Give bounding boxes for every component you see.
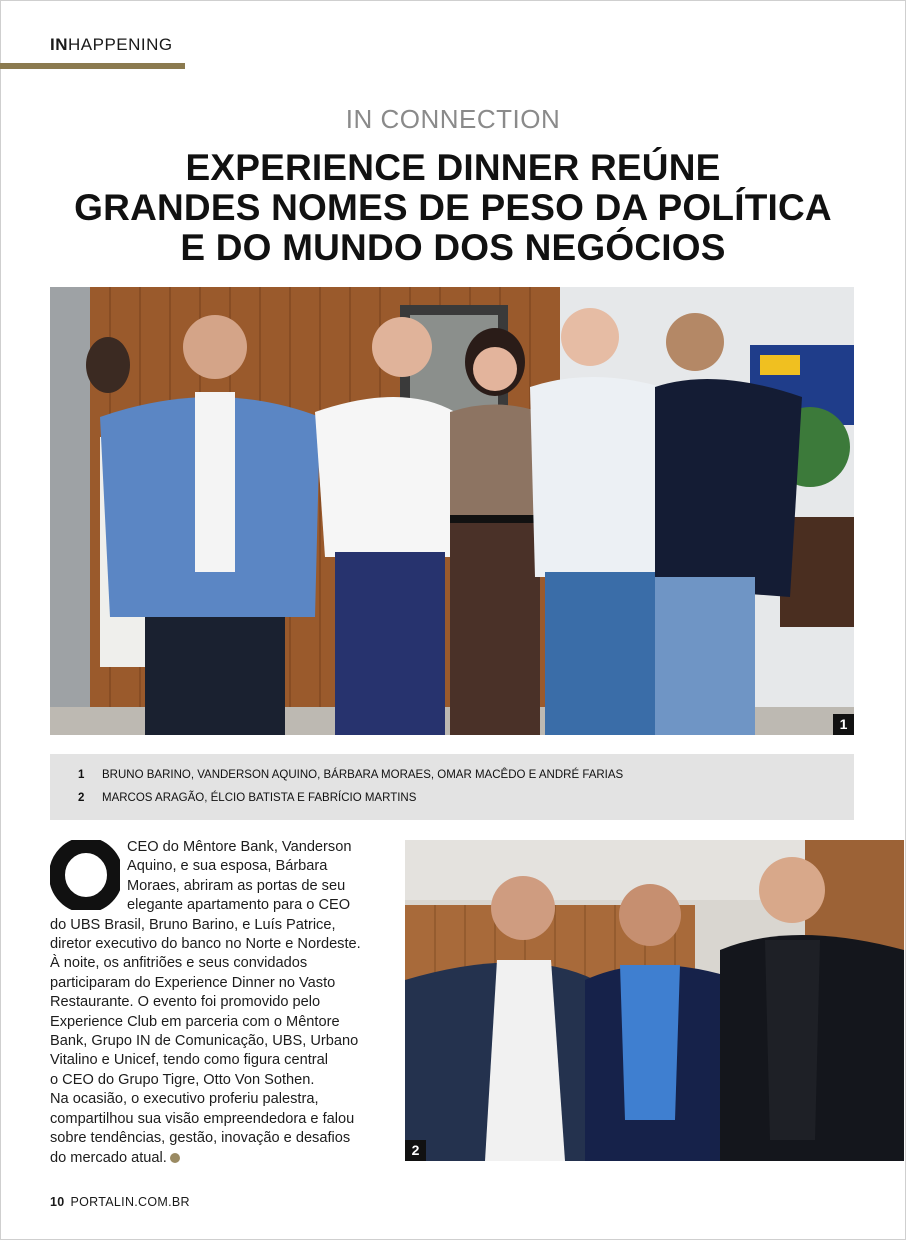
caption-text: BRUNO BARINO, VANDERSON AQUINO, BÁRBARA MORAES, OMAR MACÊDO E ANDRÉ FARIAS xyxy=(102,769,624,781)
article-line: Experience Club em parceria com o Mêntore xyxy=(50,1013,340,1030)
headline-line: GRANDES NOMES DE PESO DA POLÍTICA xyxy=(74,187,832,228)
article-body xyxy=(50,838,386,1168)
article-last-line xyxy=(50,1149,386,1168)
page-number: 10 xyxy=(50,1195,65,1209)
photo-2 xyxy=(405,840,904,1161)
article-line: Vitalino e Unicef, tendo como figura central xyxy=(50,1052,328,1069)
photo-2-illustration xyxy=(405,840,904,1161)
article-line: Moraes, abriram as portas de seu xyxy=(127,877,346,894)
article-line: do UBS Brasil, Bruno Barino, e Luís Patrice, xyxy=(50,916,336,933)
section-rule xyxy=(0,63,185,69)
photo-1-illustration xyxy=(50,287,854,735)
article-line: elegante apartamento para o CEO xyxy=(127,897,351,914)
article-line: Restaurante. O evento foi promovido pelo xyxy=(50,994,321,1011)
photo-2-number: 2 xyxy=(405,1140,426,1161)
article-line: compartilhou sua visão empreendedora e falou xyxy=(50,1110,355,1127)
headline xyxy=(20,148,886,268)
section-label-bold: IN xyxy=(50,35,68,54)
section-label xyxy=(50,35,173,55)
footer xyxy=(50,1195,190,1209)
kicker: IN CONNECTION xyxy=(345,104,561,134)
article-line: sobre tendências, gestão, inovação e desafios xyxy=(50,1130,351,1147)
headline-line: E DO MUNDO DOS NEGÓCIOS xyxy=(180,227,726,268)
article-line: diretor executivo do banco no Norte e Nordeste. xyxy=(50,936,361,953)
article-line: Bank, Grupo IN de Comunicação, UBS, Urbano xyxy=(50,1033,359,1050)
article-line: do mercado atual. xyxy=(50,1149,167,1166)
photo-1 xyxy=(50,287,854,735)
end-mark-icon xyxy=(170,1153,180,1163)
article-line: o CEO do Grupo Tigre, Otto Von Sothen. xyxy=(50,1071,315,1088)
article-line: CEO do Mêntore Bank, Vanderson xyxy=(127,839,352,855)
section-label-rest: HAPPENING xyxy=(68,35,173,54)
headline-line: EXPERIENCE DINNER REÚNE xyxy=(185,147,721,188)
caption-row xyxy=(78,769,623,781)
footer-site: PORTALIN.COM.BR xyxy=(70,1195,190,1209)
caption-number: 1 xyxy=(78,769,85,781)
caption-box xyxy=(50,754,854,820)
article-line: Aquino, e sua esposa, Bárbara xyxy=(127,858,328,875)
caption-row xyxy=(78,792,416,804)
article-line: Na ocasião, o executivo proferiu palestra, xyxy=(50,1091,319,1108)
article-line: participaram do Experience Dinner no Vasto xyxy=(50,974,336,991)
caption-number: 2 xyxy=(78,792,85,804)
article-line: À noite, os anfitriões e seus convidados xyxy=(50,955,308,972)
photo-1-number: 1 xyxy=(833,714,854,735)
caption-text: MARCOS ARAGÃO, ÉLCIO BATISTA E FABRÍCIO MARTINS xyxy=(102,792,417,804)
